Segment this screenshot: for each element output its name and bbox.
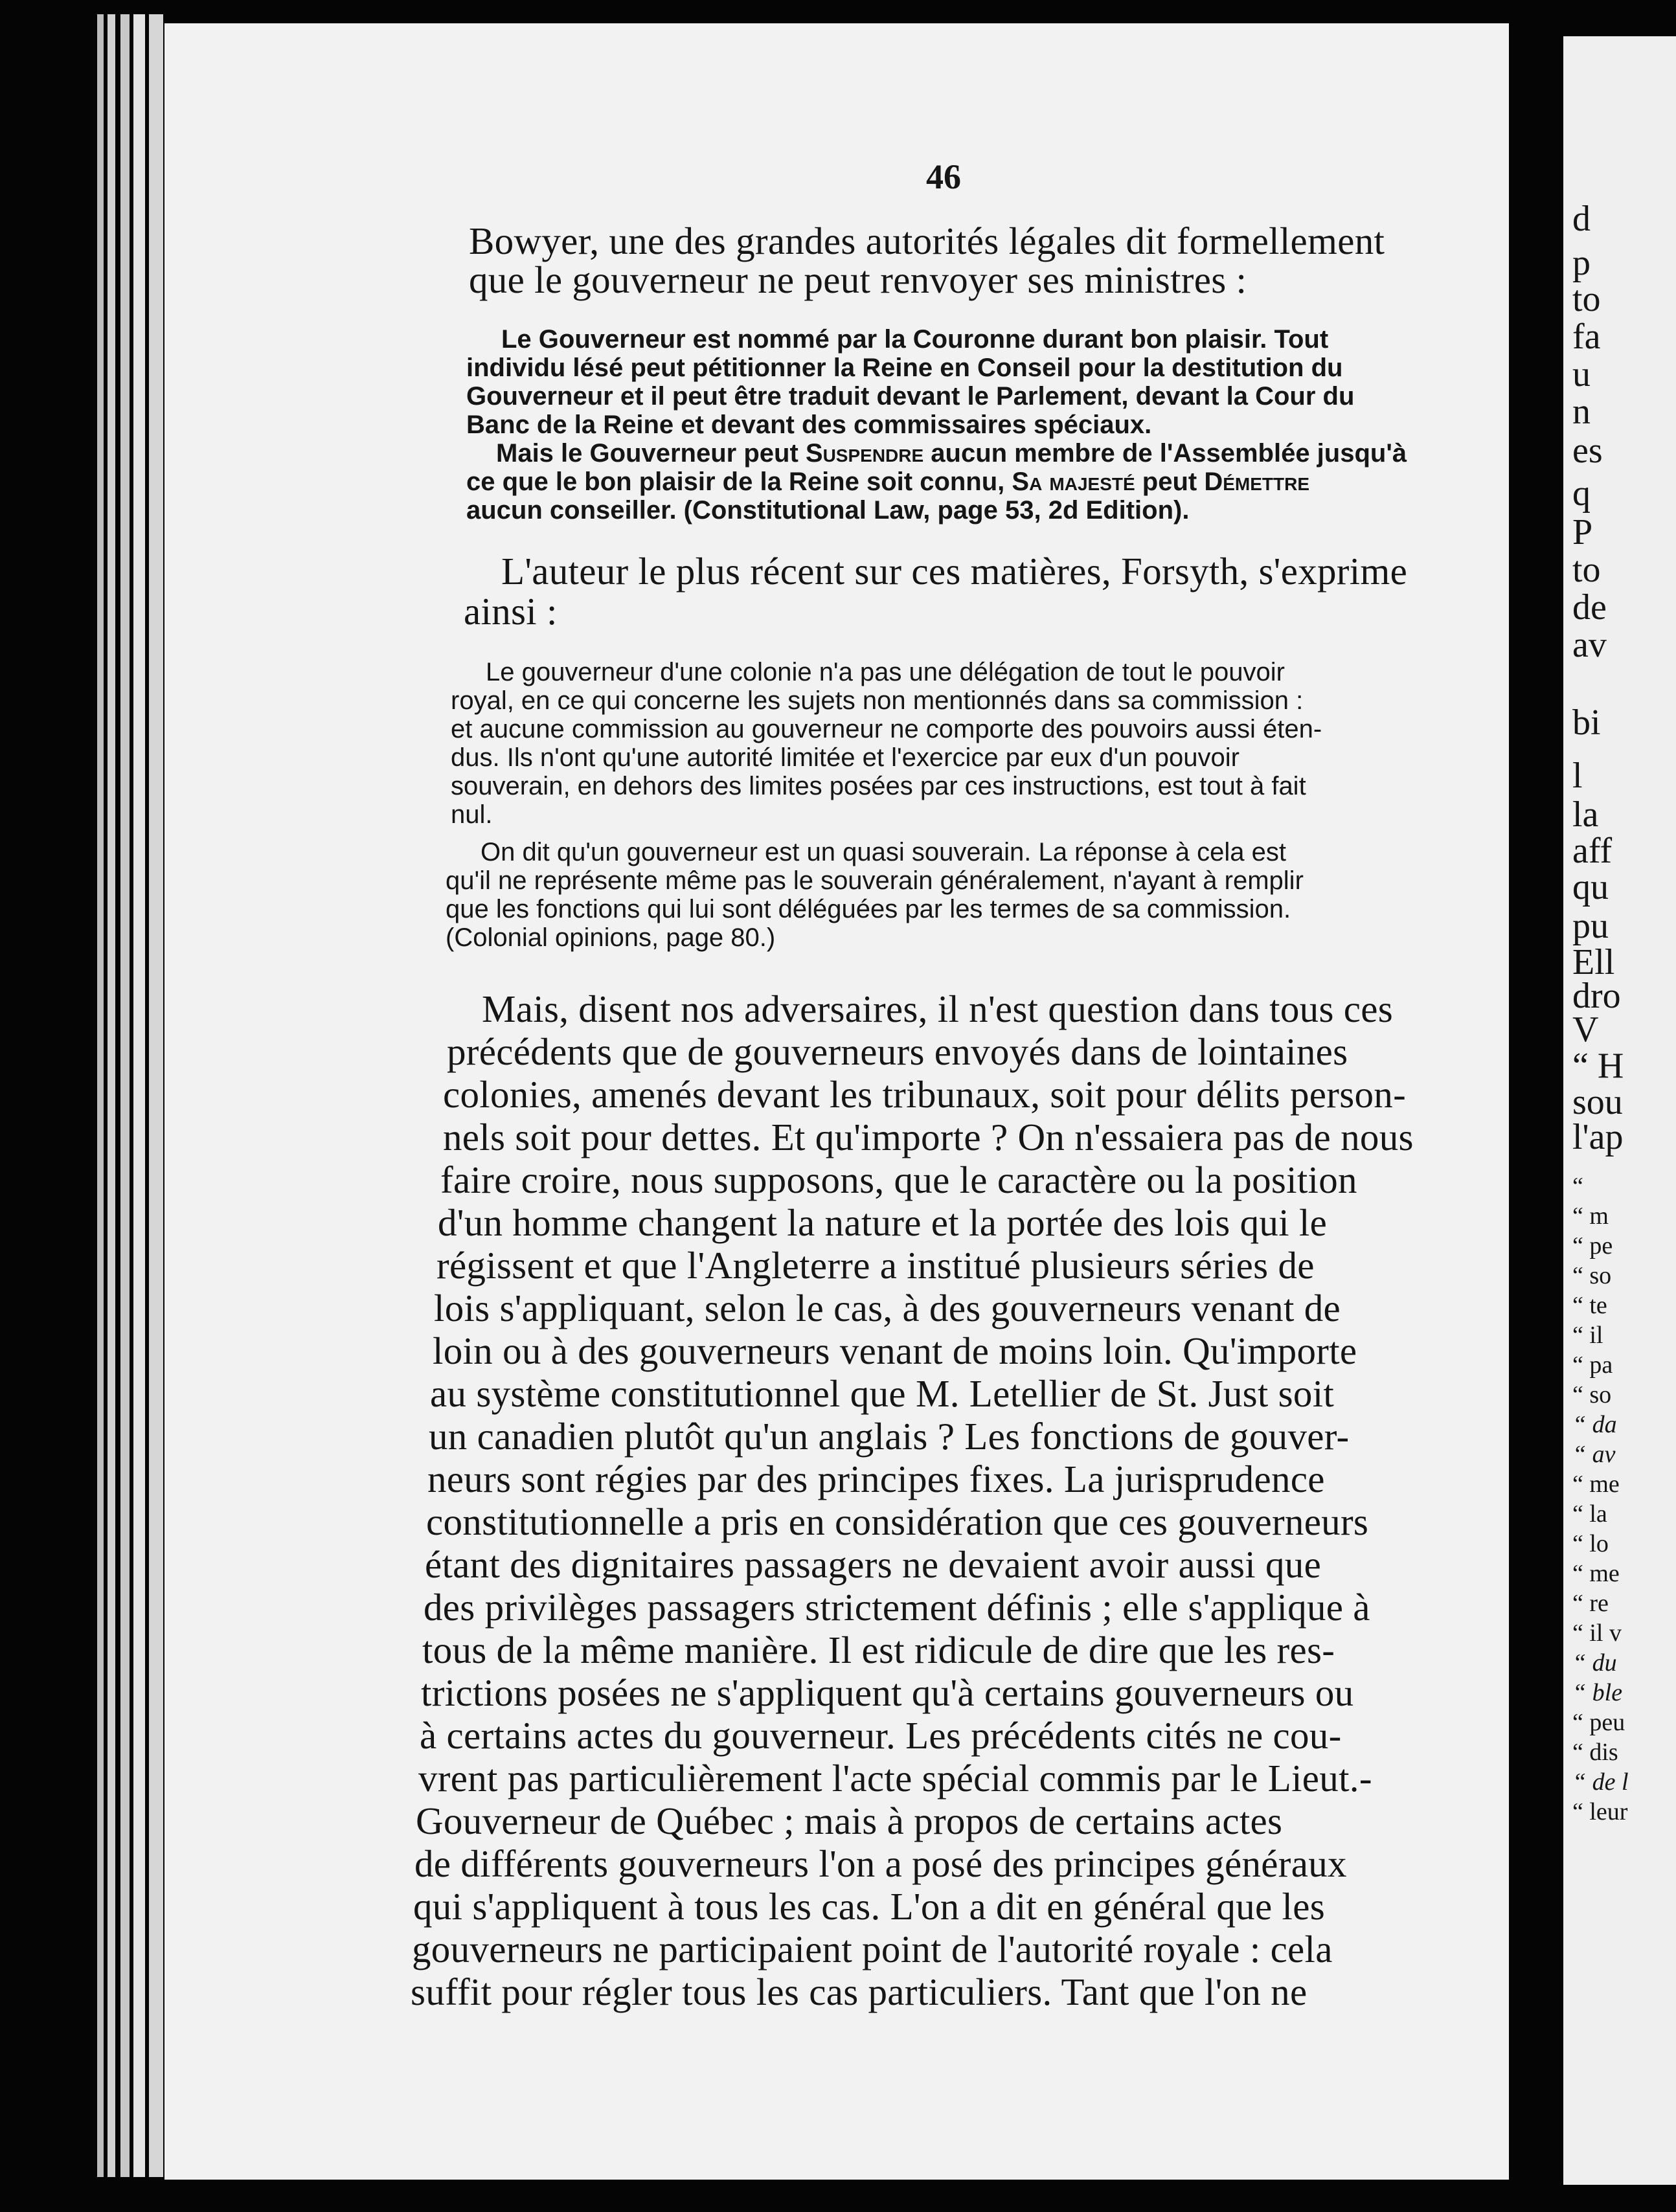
next-page-fragment: av [1572,625,1607,665]
paragraph-line: d'un homme changent la nature et la portée des lois qui le [438,1201,1328,1244]
paragraph-line: que le gouverneur ne peut renvoyer ses ministres : [469,258,1247,301]
book-page [164,23,1509,2180]
next-page-fragment: “ me [1572,1471,1620,1498]
quote-line: Mais le Gouverneur peut Suspendre aucun membre de l'Assemblée jusqu'à [496,439,1407,468]
next-page-fragment: “ lo [1572,1530,1609,1557]
paragraph-line: lois s'appliquant, selon le cas, à des gouverneurs venant de [434,1287,1341,1329]
paragraph-line: gouverneurs ne participaient point de l'autorité royale : cela [412,1928,1333,1970]
page-edge [108,14,115,2177]
quote-line: Banc de la Reine et devant des commissaires spéciaux. [466,411,1152,439]
next-page-fragment: “ ble [1572,1679,1623,1706]
quote-line: On dit qu'un gouverneur est un quasi souverain. La réponse à cela est [481,838,1287,866]
next-page-fragment: “ dis [1572,1739,1618,1766]
paragraph-line: qui s'appliquent à tous les cas. L'on a dit en général que les [413,1885,1325,1928]
emphasized-word: Démettre [1204,468,1310,496]
quote-line: ce que le bon plaisir de la Reine soit connu, Sa majesté peut Démettre [466,468,1310,496]
next-page-fragment: “ so [1572,1262,1612,1289]
paragraph-line: loin ou à des gouverneurs venant de moins loin. Qu'importe [433,1329,1357,1372]
paragraph-line: Mais, disent nos adversaires, il n'est question dans tous ces [482,988,1394,1030]
paragraph-line: nels soit pour dettes. Et qu'importe ? On n'essaiera pas de nous [443,1116,1414,1158]
next-page-fragment: “ [1572,1173,1583,1200]
paragraph-line: un canadien plutôt qu'un anglais ? Les fonctions de gouver- [429,1415,1350,1458]
paragraph-line: au système constitutionnel que M. Letellier de St. Just soit [430,1372,1335,1415]
paragraph-line: Bowyer, une des grandes autorités légales dit formellement [469,220,1385,262]
next-page-fragment: V [1572,1010,1599,1050]
next-page-fragment: bi [1572,703,1601,743]
next-page-fragment: “ il v [1572,1620,1622,1647]
quote-line: et aucune commission au gouverneur ne comporte des pouvoirs aussi éten- [451,715,1322,743]
paragraph-line: ainsi : [464,590,558,633]
paragraph-line: Gouverneur de Québec ; mais à propos de certains actes [416,1800,1283,1842]
next-page-fragment: to [1572,279,1601,319]
paragraph-line: suffit pour régler tous les cas particuliers. Tant que l'on ne [411,1970,1308,2013]
next-page-fragment: d [1572,199,1591,239]
next-page-fragment: “ pa [1572,1351,1613,1379]
paragraph-line: L'auteur le plus récent sur ces matières, Forsyth, s'exprime [501,550,1408,592]
quote-line: dus. Ils n'ont qu'une autorité limitée et l'exercice par eux d'un pouvoir [451,743,1240,772]
next-page-fragment: “ il [1572,1322,1603,1349]
next-page-fragment: to [1572,550,1601,590]
next-page-fragment: u [1572,354,1591,394]
next-page-fragment: “ pe [1572,1232,1613,1259]
next-page-fragment: “ leur [1572,1798,1628,1825]
next-page-fragment: n [1572,392,1591,432]
next-page-fragment: sou [1572,1082,1623,1122]
paragraph-line: faire croire, nous supposons, que le caractère ou la position [440,1158,1357,1201]
paragraph-line: de différents gouverneurs l'on a posé des principes généraux [414,1842,1347,1885]
next-page-fragment: l'ap [1572,1117,1624,1157]
next-page-fragment: dro [1572,976,1621,1016]
quote-line: aucun conseiller. (Constitutional Law, page 53, 2d Edition). [466,496,1190,525]
next-page-fragment: “ de l [1572,1768,1629,1796]
page-edge [149,14,163,2177]
page-edge [120,14,130,2177]
page-edge [97,14,104,2177]
next-page-fragment: es [1572,431,1603,471]
next-page-fragment: “ te [1572,1292,1607,1319]
paragraph-line: vrent pas particulièrement l'acte spécial commis par le Lieut.- [418,1757,1372,1800]
next-page-fragment: “ re [1572,1590,1609,1617]
next-page-fragment: “ la [1572,1500,1607,1528]
next-page-fragment: pu [1572,906,1609,946]
next-page-fragment: la [1572,795,1599,835]
next-page-fragment: de [1572,587,1607,627]
paragraph-line: des privilèges passagers strictement définis ; elle s'applique à [424,1586,1370,1629]
quote-line: qu'il ne représente même pas le souverain généralement, n'ayant à remplir [446,866,1304,895]
paragraph-line: constitutionnelle a pris en considération que ces gouverneurs [426,1500,1369,1543]
quote-line: Gouverneur et il peut être traduit devant le Parlement, devant la Cour du [466,382,1355,411]
quote-line: individu lésé peut pétitionner la Reine en Conseil pour la destitution du [466,354,1343,382]
quote-line: nul. [451,800,493,829]
paragraph-line: tous de la même manière. Il est ridicule de dire que les res- [422,1629,1335,1671]
next-page-fragment: “ du [1572,1649,1617,1676]
next-page-fragment: aff [1572,831,1613,871]
next-page-fragment: l [1572,756,1583,796]
next-page-fragment: “ H [1572,1046,1624,1086]
emphasized-word: Sa majesté [1012,468,1135,496]
paragraph-line: neurs sont régies par des principes fixes. La jurisprudence [427,1458,1325,1500]
page-edge [133,14,145,2177]
paragraph-line: colonies, amenés devant les tribunaux, soit pour délits person- [443,1073,1407,1116]
next-page-fragment: p [1572,243,1591,283]
paragraph-line: à certains actes du gouverneur. Les précédents cités ne cou- [420,1714,1342,1757]
quote-line: souverain, en dehors des limites posées par ces instructions, est tout à fait [451,772,1306,800]
next-page-fragment: “ av [1572,1441,1616,1468]
next-page-fragment: P [1572,512,1593,552]
next-page-fragment: fa [1572,317,1601,357]
next-page-fragment: “ me [1572,1560,1620,1587]
paragraph-line: étant des dignitaires passagers ne devaient avoir aussi que [425,1543,1322,1586]
paragraph-line: régissent et que l'Angleterre a institué plusieurs séries de [436,1244,1315,1287]
next-page-fragment: “ peu [1572,1709,1625,1736]
next-page-fragment: “ da [1572,1411,1617,1438]
next-page-fragment: Ell [1572,942,1615,982]
next-page-fragment: qu [1572,867,1609,907]
next-page-fragment: “ so [1572,1381,1612,1408]
quote-line: (Colonial opinions, page 80.) [446,923,776,952]
quote-line: que les fonctions qui lui sont déléguées par les termes de sa commission. [446,895,1291,923]
page-number: 46 [926,157,961,196]
quote-line: Le Gouverneur est nommé par la Couronne durant bon plaisir. Tout [501,325,1329,354]
next-page-fragment: “ m [1572,1202,1609,1230]
next-page-fragment: q [1572,473,1591,514]
paragraph-line: précédents que de gouverneurs envoyés dans de lointaines [447,1030,1348,1073]
quote-line: royal, en ce qui concerne les sujets non mentionnés dans sa commission : [451,686,1304,715]
emphasized-word: Suspendre [805,439,924,468]
next-page-edge [1563,36,1676,2185]
paragraph-line: trictions posées ne s'appliquent qu'à certains gouverneurs ou [421,1671,1354,1714]
quote-line: Le gouverneur d'une colonie n'a pas une délégation de tout le pouvoir [486,658,1285,686]
